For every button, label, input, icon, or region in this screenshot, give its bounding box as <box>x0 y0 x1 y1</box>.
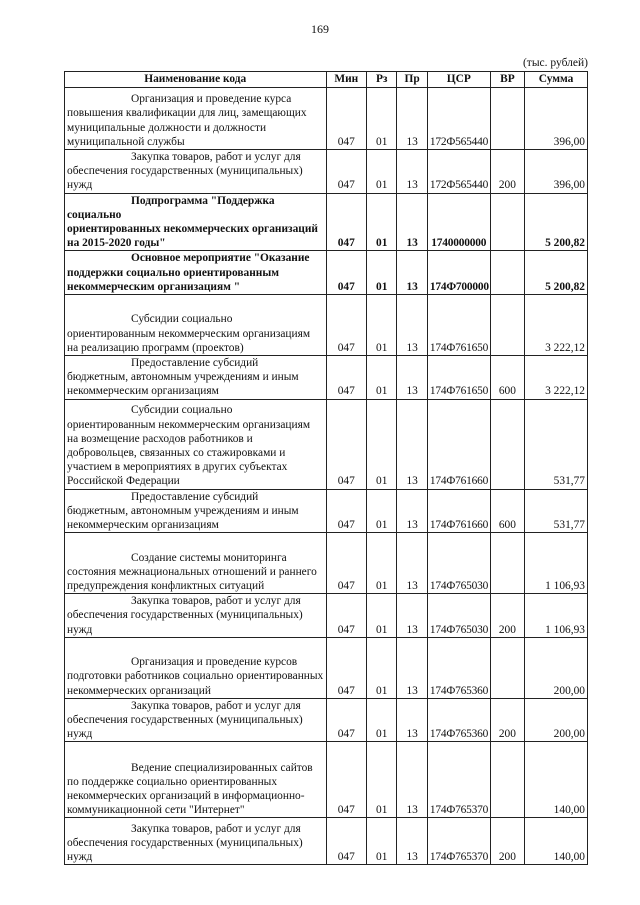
units-label: (тыс. рублей) <box>522 57 588 69</box>
cell-min: 047 <box>326 489 367 533</box>
cell-sum: 200,00 <box>525 698 588 742</box>
cell-csr: 174Ф761650 <box>427 295 490 356</box>
cell-csr: 174Ф765030 <box>427 594 490 638</box>
cell-csr: 174Ф765370 <box>427 742 490 818</box>
cell-sum: 5 200,82 <box>525 193 588 251</box>
table-row <box>65 150 588 194</box>
cell-name-rest: ориентированных некоммерческих организаций на 2015-2020 годы" <box>67 223 318 250</box>
cell-vr <box>490 533 524 594</box>
cell-csr: 1740000000 <box>427 193 490 251</box>
cell-rz: 01 <box>367 637 397 698</box>
cell-vr: 200 <box>490 150 524 194</box>
cell-vr <box>490 399 524 489</box>
cell-sum: 3 222,12 <box>525 356 588 400</box>
cell-name-rest: по поддержке социально ориентированных некоммерческих организаций в информационно-коммуникационной сети "Интернет" <box>67 775 305 817</box>
cell-vr: 600 <box>490 489 524 533</box>
cell-pr: 13 <box>397 594 427 638</box>
cell-name <box>65 818 327 865</box>
cell-csr: 174Ф761650 <box>427 356 490 400</box>
cell-rz: 01 <box>367 399 397 489</box>
cell-vr: 200 <box>490 698 524 742</box>
cell-sum: 1 106,93 <box>525 594 588 638</box>
cell-min: 047 <box>326 150 367 194</box>
cell-rz: 01 <box>367 818 397 865</box>
cell-name <box>65 489 327 533</box>
table-row <box>65 295 588 356</box>
cell-csr: 174Ф700000 <box>427 251 490 295</box>
cell-pr: 13 <box>397 356 427 400</box>
cell-name <box>65 356 327 400</box>
cell-sum: 140,00 <box>525 742 588 818</box>
cell-sum: 531,77 <box>525 489 588 533</box>
cell-name-first-line: Закупка товаров, работ и услуг для <box>131 595 301 608</box>
cell-pr: 13 <box>397 742 427 818</box>
cell-name-rest: обеспечения государственных (муниципальных) нужд <box>67 609 303 636</box>
cell-name-first-line: Организация и проведение курсов <box>131 656 298 669</box>
cell-min: 047 <box>326 594 367 638</box>
table-body <box>65 88 588 865</box>
cell-pr: 13 <box>397 489 427 533</box>
cell-rz: 01 <box>367 594 397 638</box>
table-row <box>65 594 588 638</box>
cell-rz: 01 <box>367 251 397 295</box>
cell-name <box>65 295 327 356</box>
cell-rz: 01 <box>367 698 397 742</box>
budget-table <box>64 71 588 865</box>
header-csr: ЦСР <box>427 72 490 88</box>
cell-name-first-line: Предоставление субсидий <box>131 490 259 503</box>
header-vr: ВР <box>490 72 524 88</box>
cell-csr: 174Ф761660 <box>427 399 490 489</box>
cell-min: 047 <box>326 295 367 356</box>
cell-vr <box>490 295 524 356</box>
cell-min: 047 <box>326 742 367 818</box>
cell-rz: 01 <box>367 356 397 400</box>
table-header-row <box>65 72 588 88</box>
cell-vr: 200 <box>490 594 524 638</box>
cell-name <box>65 251 327 295</box>
cell-name <box>65 637 327 698</box>
cell-pr: 13 <box>397 698 427 742</box>
cell-name <box>65 193 327 251</box>
table-row <box>65 356 588 400</box>
cell-pr: 13 <box>397 399 427 489</box>
cell-rz: 01 <box>367 489 397 533</box>
cell-sum: 531,77 <box>525 399 588 489</box>
cell-pr: 13 <box>397 295 427 356</box>
cell-name-rest: бюджетным, автономным учреждениям и иным некоммерческим организациям <box>67 371 299 398</box>
cell-pr: 13 <box>397 818 427 865</box>
cell-min: 047 <box>326 637 367 698</box>
cell-name-first-line: Закупка товаров, работ и услуг для <box>131 699 301 712</box>
cell-min: 047 <box>326 193 367 251</box>
cell-name-rest: состояния межнациональных отношений и раннего предупреждения конфликтных ситуаций <box>67 565 317 593</box>
cell-sum: 396,00 <box>525 88 588 150</box>
cell-sum: 140,00 <box>525 818 588 865</box>
cell-vr <box>490 637 524 698</box>
table-row <box>65 489 588 533</box>
cell-name-first-line: Основное мероприятие "Оказание <box>131 252 310 265</box>
cell-name-rest: обеспечения государственных (муниципальных) нужд <box>67 165 303 192</box>
cell-pr: 13 <box>397 193 427 251</box>
table-row <box>65 88 588 150</box>
cell-min: 047 <box>326 818 367 865</box>
cell-vr <box>490 193 524 251</box>
table-row <box>65 698 588 742</box>
cell-name <box>65 399 327 489</box>
cell-name <box>65 594 327 638</box>
cell-csr: 174Ф765370 <box>427 818 490 865</box>
cell-pr: 13 <box>397 251 427 295</box>
cell-csr: 174Ф765360 <box>427 698 490 742</box>
cell-name-rest: подготовки работников социально ориентированных некоммерческих организаций <box>67 670 324 697</box>
table-row <box>65 251 588 295</box>
cell-name-first-line: Закупка товаров, работ и услуг для <box>131 822 301 835</box>
cell-name-rest: бюджетным, автономным учреждениям и иным некоммерческим организациям <box>67 504 299 532</box>
cell-pr: 13 <box>397 533 427 594</box>
cell-vr: 600 <box>490 356 524 400</box>
cell-csr: 172Ф565440 <box>427 88 490 150</box>
cell-name-first-line: Организация и проведение курса <box>131 93 292 106</box>
cell-name-rest: ориентированным некоммерческим организациям на возмещение расходов работников и добровольцев, связанных со стажировками и участием в мероприятиях в других субъектах Российской Федерации <box>67 418 311 488</box>
cell-csr: 174Ф765360 <box>427 637 490 698</box>
cell-vr <box>490 88 524 150</box>
table-row <box>65 399 588 489</box>
cell-csr: 174Ф761660 <box>427 489 490 533</box>
cell-rz: 01 <box>367 193 397 251</box>
page-number: 169 <box>311 22 329 36</box>
header-rz: Рз <box>367 72 397 88</box>
cell-rz: 01 <box>367 150 397 194</box>
cell-name-first-line: Создание системы мониторинга <box>131 551 287 564</box>
cell-pr: 13 <box>397 637 427 698</box>
cell-csr: 174Ф765030 <box>427 533 490 594</box>
header-name: Наименование кода <box>65 72 327 88</box>
cell-sum: 200,00 <box>525 637 588 698</box>
cell-name <box>65 742 327 818</box>
cell-min: 047 <box>326 698 367 742</box>
cell-pr: 13 <box>397 88 427 150</box>
cell-name-first-line: Ведение специализированных сайтов <box>131 761 313 774</box>
table-row <box>65 637 588 698</box>
cell-min: 047 <box>326 356 367 400</box>
table-row <box>65 742 588 818</box>
cell-vr <box>490 742 524 818</box>
cell-name-rest: ориентированным некоммерческим организациям на реализацию программ (проектов) <box>67 327 311 354</box>
table-row <box>65 193 588 251</box>
table-row <box>65 533 588 594</box>
cell-name-rest: поддержки социально ориентированным некоммерческим организациям " <box>67 266 280 293</box>
cell-csr: 172Ф565440 <box>427 150 490 194</box>
cell-vr: 200 <box>490 818 524 865</box>
cell-name <box>65 150 327 194</box>
cell-name-first-line: Закупка товаров, работ и услуг для <box>131 151 301 163</box>
cell-name <box>65 533 327 594</box>
cell-min: 047 <box>326 88 367 150</box>
cell-name-first-line: Субсидии социально <box>131 313 233 326</box>
cell-min: 047 <box>326 399 367 489</box>
cell-vr <box>490 251 524 295</box>
cell-name-rest: повышения квалификации для лиц, замещающих муниципальные должности и должности муниципальной службы <box>67 107 307 148</box>
cell-pr: 13 <box>397 150 427 194</box>
cell-name <box>65 698 327 742</box>
cell-name-first-line: Подпрограмма "Поддержка социально <box>67 194 275 221</box>
cell-name <box>65 88 327 150</box>
header-pr: Пр <box>397 72 427 88</box>
cell-rz: 01 <box>367 88 397 150</box>
cell-min: 047 <box>326 533 367 594</box>
cell-min: 047 <box>326 251 367 295</box>
header-min: Мин <box>326 72 367 88</box>
cell-name-rest: обеспечения государственных (муниципальных) нужд <box>67 837 303 864</box>
header-sum: Сумма <box>525 72 588 88</box>
cell-sum: 1 106,93 <box>525 533 588 594</box>
cell-rz: 01 <box>367 533 397 594</box>
cell-rz: 01 <box>367 742 397 818</box>
cell-sum: 3 222,12 <box>525 295 588 356</box>
cell-sum: 396,00 <box>525 150 588 194</box>
cell-name-rest: обеспечения государственных (муниципальных) нужд <box>67 714 303 741</box>
cell-sum: 5 200,82 <box>525 251 588 295</box>
table-row <box>65 818 588 865</box>
cell-rz: 01 <box>367 295 397 356</box>
cell-name-first-line: Субсидии социально <box>131 404 233 417</box>
cell-name-first-line: Предоставление субсидий <box>131 357 259 370</box>
